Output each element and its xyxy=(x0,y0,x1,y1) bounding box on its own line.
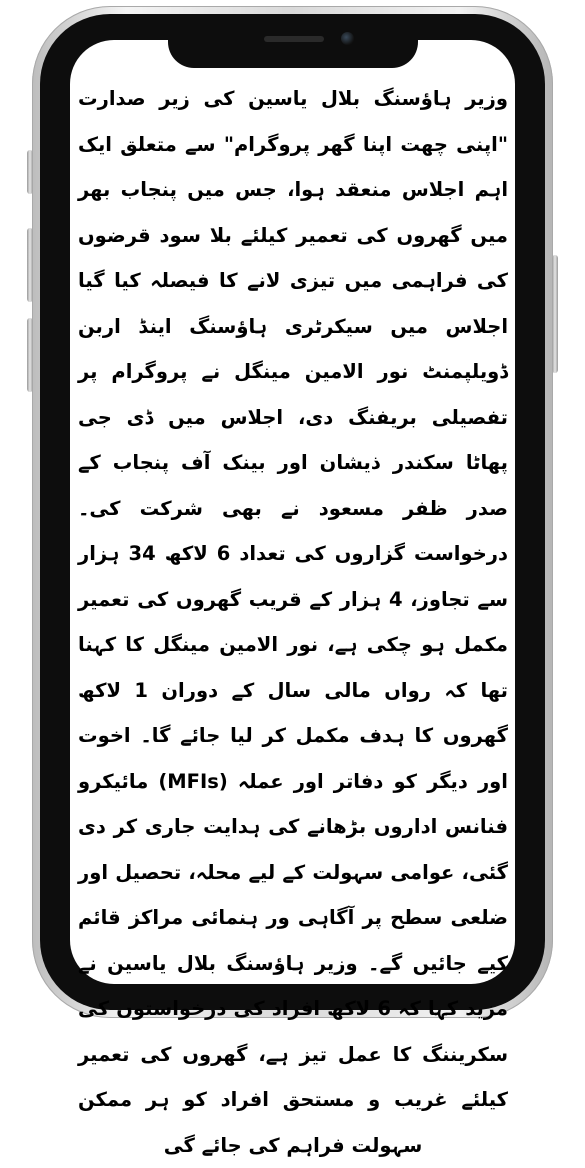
volume-up-button xyxy=(27,228,33,302)
volume-down-button xyxy=(27,318,33,392)
power-button xyxy=(552,255,558,373)
notch xyxy=(168,22,418,68)
front-camera-icon xyxy=(341,32,354,45)
phone-screen xyxy=(70,40,515,1157)
speaker-grille xyxy=(264,36,324,42)
news-article-text: وزیر ہاؤسنگ بلال یاسین کی زیر صدارت "اپنی چھت اپنا گھر پروگرام" سے متعلق ایک اہم اجلاس منعقد ہوا، جس میں پنجاب بھر میں گھروں کی تعمیر کیلئے بلا سود قرضوں کی فراہمی میں تیزی لانے کا فیصلہ کیا گیا اجلاس میں سیکرٹری ہاؤسنگ اینڈ اربن ڈویلپمنٹ نور الامین مینگل نے پروگرام پر تفصیلی بریفنگ دی، اجلاس میں ڈی جی پھاٹا سکندر ذیشان اور بینک آف پنجاب کے صدر ظفر مسعود نے بھی شرکت کی۔ درخواست گزاروں کی تعداد 6 لاکھ 34 ہزار سے تجاوز، 4 ہزار کے قریب گھروں کی تعمیر مکمل ہو چکی ہے، نور الامین مینگل کا کہنا تھا کہ رواں مالی سال کے دوران 1 لاکھ گھروں کا ہدف مکمل کر لیا جائے گا۔ اخوت اور دیگر کو دفاتر اور عملہ (MFIs) مائیکرو فنانس اداروں بڑھانے کی ہدایت جاری کر دی گئی، عوامی سہولت کے لیے محلہ، تحصیل اور ضلعی سطح پر آگاہی ور ہنمائی مراکز قائم کیے جائیں گے۔ وزیر ہاؤسنگ بلال یاسین نے مزید کہا کہ 6 لاکھ افراد کی درخواستوں کی سکریننگ کا عمل تیز ہے، گھروں کی تعمیر کیلئے غریب و مستحق افراد کو ہر ممکن سہولت فراہم کی جائے گی xyxy=(78,87,509,1157)
mute-switch xyxy=(27,150,33,194)
